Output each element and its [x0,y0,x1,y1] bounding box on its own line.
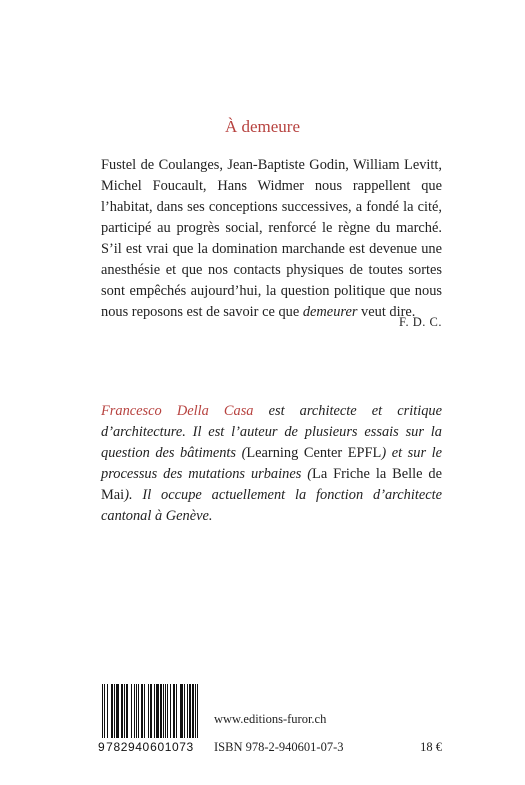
bio-upright-1: Learning Center EPFL [246,445,382,461]
blurb-paragraph [101,155,442,323]
barcode-digit-first: 9 [98,740,105,754]
price: 18 € [420,740,442,754]
page-title: À demeure [224,117,301,136]
barcode-digits [98,740,198,754]
bio-text-1: est architecte et critique d’architecture. Il est l’auteur de plusieurs essais sur la question des bâtiments ( [101,403,442,461]
bio-upright-2: La Friche la Belle de Mai [101,466,442,503]
blurb-emphasis: demeurer [302,304,358,320]
author-bio [101,401,442,527]
barcode-group-left: 782940 [106,740,150,754]
barcode-group-right: 601073 [150,740,194,754]
blurb-text: Fustel de Coulanges, Jean-Baptiste Godin, William Levitt, Michel Foucault, Hans Widmer nous rappellent que l’habitat, dans ses conceptions successives, a fondé la cité, participé au progrès social, renforcé le règne du marché. S’il est vrai que la domination marchande est devenue une anesthésie et que nos contacts physiques de toutes sortes sont empêchés aujourd’hui, la question politique que nous nous reposons est de savoir ce que [101,157,442,320]
barcode-bars [102,684,198,738]
author-name: Francesco Della Casa [101,403,254,419]
publisher-website: www.editions-furor.ch [214,712,327,726]
back-cover-blurb [101,155,442,323]
bio-text-2: ) et sur le processus des mutations urbaines ( [101,445,442,482]
blurb-signature: F. D. C. [399,315,442,329]
isbn-barcode [98,684,198,756]
bio-text-3: ). Il occupe actuellement la fonction d’architecte cantonal à Genève. [101,487,442,524]
isbn-number: ISBN 978-2-940601-07-3 [214,740,344,754]
blurb-text-end: veut dire. [357,304,416,320]
